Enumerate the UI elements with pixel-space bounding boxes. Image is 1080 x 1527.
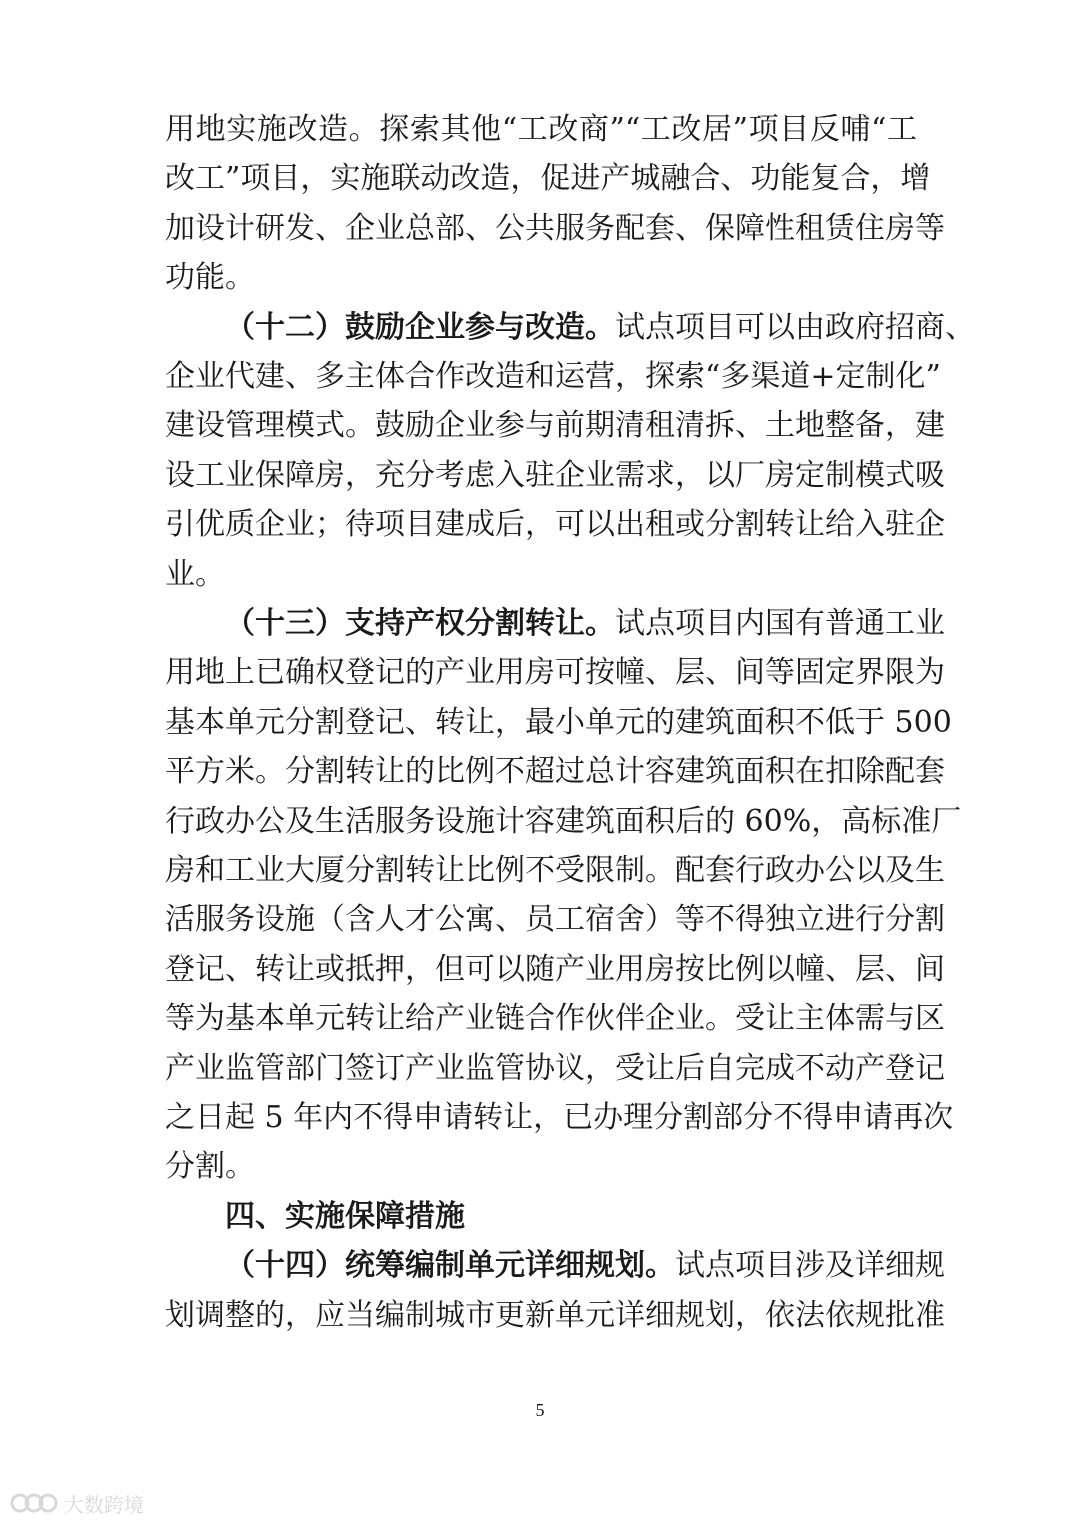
text-line bbox=[0, 596, 1080, 652]
line-text: 划调整的，应当编制城市更新单元详细规划，依法依规批准 bbox=[165, 1297, 945, 1333]
text-line bbox=[0, 892, 1080, 948]
watermark-text: 大数跨境 bbox=[64, 1492, 144, 1517]
line-content bbox=[165, 398, 945, 454]
line-content bbox=[165, 1090, 954, 1146]
text-line bbox=[0, 1041, 1080, 1097]
text-line bbox=[0, 695, 1080, 751]
line-text: 分割。 bbox=[165, 1149, 255, 1185]
text-line bbox=[0, 942, 1080, 998]
line-text: 登记、转让或抵押，但可以随产业用房按比例以幢、层、间 bbox=[165, 951, 945, 987]
line-content bbox=[165, 1139, 255, 1195]
line-content bbox=[165, 151, 931, 207]
line-text: 功能。 bbox=[165, 260, 255, 296]
bold-heading: （十四）统筹编制单元详细规划。 bbox=[225, 1248, 675, 1284]
line-text: 加设计研发、企业总部、公共服务配套、保障性租赁住房等 bbox=[165, 210, 945, 246]
line-content bbox=[165, 991, 945, 1047]
line-content bbox=[225, 300, 975, 356]
line-text: 平方米。分割转让的比例不超过总计容建筑面积在扣除配套 bbox=[165, 754, 945, 790]
line-text: 之日起 5 年内不得申请转让，已办理分割部分不得申请再次 bbox=[165, 1100, 954, 1135]
line-content bbox=[165, 892, 945, 948]
line-content bbox=[165, 645, 945, 701]
line-content bbox=[165, 942, 945, 998]
text-line bbox=[0, 1238, 1080, 1294]
text-line bbox=[0, 497, 1080, 553]
line-text: 设工业保障房，充分考虑入驻企业需求，以厂房定制模式吸 bbox=[165, 457, 945, 493]
bold-heading: 四、实施保障措施 bbox=[225, 1198, 465, 1234]
line-text: 等为基本单元转让给产业链合作伙伴企业。受让主体需与区 bbox=[165, 1001, 945, 1037]
line-text: 行政办公及生活服务设施计容建筑面积后的 60%，高标准厂 bbox=[165, 803, 962, 839]
line-content bbox=[165, 794, 962, 850]
line-content bbox=[165, 448, 945, 504]
bold-heading: （十二）鼓励企业参与改造。 bbox=[225, 309, 615, 345]
text-line bbox=[0, 151, 1080, 207]
line-text: 试点项目内国有普通工业 bbox=[615, 606, 945, 641]
line-text: 试点项目可以由政府招商、 bbox=[615, 309, 975, 345]
line-content bbox=[165, 250, 255, 306]
line-content bbox=[165, 349, 941, 405]
line-text: 用地实施改造。探索其他“工改商”“工改居”项目反哺“工 bbox=[165, 112, 917, 147]
text-line bbox=[0, 398, 1080, 454]
text-line bbox=[0, 448, 1080, 504]
text-line bbox=[0, 102, 1080, 158]
text-line bbox=[0, 547, 1080, 603]
line-content bbox=[225, 1238, 945, 1294]
line-text: 建设管理模式。鼓励企业参与前期清租清拆、土地整备，建 bbox=[165, 408, 945, 444]
line-content bbox=[225, 596, 945, 652]
watermark-logo-icon bbox=[10, 1491, 58, 1515]
text-line bbox=[0, 1090, 1080, 1146]
line-text: 业。 bbox=[165, 556, 225, 592]
text-line bbox=[0, 201, 1080, 257]
text-line bbox=[0, 1139, 1080, 1195]
text-line bbox=[0, 1189, 1080, 1245]
line-content bbox=[165, 497, 945, 553]
line-text: 用地上已确权登记的产业用房可按幢、层、间等固定界限为 bbox=[165, 655, 945, 691]
line-content bbox=[165, 102, 917, 158]
text-line bbox=[0, 250, 1080, 306]
text-line bbox=[0, 349, 1080, 405]
line-text: 活服务设施（含人才公寓、员工宿舍）等不得独立进行分割 bbox=[165, 902, 945, 938]
bold-heading: （十三）支持产权分割转让。 bbox=[225, 606, 615, 641]
line-content bbox=[165, 744, 945, 800]
text-line bbox=[0, 794, 1080, 850]
line-content bbox=[165, 201, 945, 257]
line-content bbox=[225, 1189, 465, 1245]
page-number: 5 bbox=[535, 1400, 545, 1420]
line-text: 引优质企业；待项目建成后，可以出租或分割转让给入驻企 bbox=[165, 507, 945, 543]
text-line bbox=[0, 744, 1080, 800]
line-content bbox=[165, 695, 952, 751]
watermark bbox=[10, 1488, 144, 1518]
text-line bbox=[0, 991, 1080, 1047]
line-text: 改工”项目，实施联动改造，促进产城融合、功能复合，增 bbox=[165, 161, 931, 197]
text-line bbox=[0, 300, 1080, 356]
line-text: 企业代建、多主体合作改造和运营，探索“多渠道+定制化” bbox=[165, 359, 941, 394]
text-line bbox=[0, 645, 1080, 701]
line-text: 房和工业大厦分割转让比例不受限制。配套行政办公以及生 bbox=[165, 853, 945, 888]
text-line bbox=[0, 1288, 1080, 1344]
line-text: 产业监管部门签订产业监管协议，受让后自完成不动产登记 bbox=[165, 1050, 945, 1086]
line-content bbox=[165, 843, 945, 899]
line-text: 基本单元分割登记、转让，最小单元的建筑面积不低于 500 bbox=[165, 704, 952, 740]
line-text: 试点项目涉及详细规 bbox=[675, 1248, 945, 1284]
line-content bbox=[165, 1288, 945, 1344]
line-content bbox=[165, 1041, 945, 1097]
text-line bbox=[0, 843, 1080, 899]
line-content bbox=[165, 547, 225, 603]
